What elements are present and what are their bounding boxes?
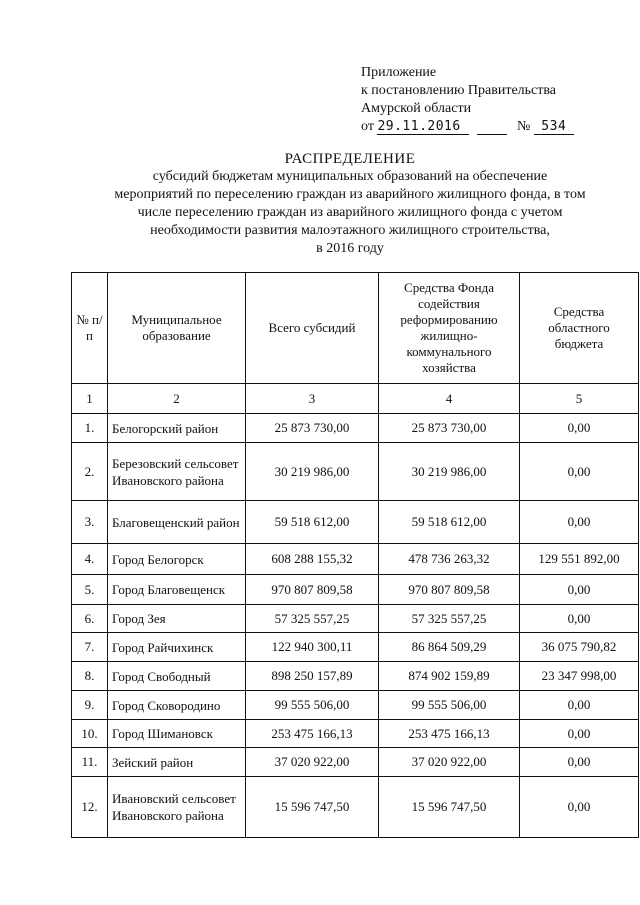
- header-regional: Средства областного бюджета: [520, 273, 639, 384]
- resolution-label: к постановлению Правительства: [361, 83, 557, 98]
- row-number: 1.: [72, 414, 108, 443]
- fund-value: 30 219 986,00: [379, 443, 520, 501]
- header-total: Всего субсидий: [246, 273, 379, 384]
- regional-value: 0,00: [520, 748, 639, 777]
- row-number: 6.: [72, 605, 108, 633]
- municipality-name: Город Свободный: [108, 662, 246, 691]
- table-row: [72, 691, 639, 720]
- total-value: 57 325 557,25: [246, 605, 379, 633]
- title-heading: РАСПРЕДЕЛЕНИЕ: [284, 151, 416, 167]
- approval-stamp: [361, 64, 574, 136]
- subsidy-table: [71, 272, 639, 838]
- row-number: 3.: [72, 501, 108, 544]
- region-label: Амурской области: [361, 101, 472, 116]
- total-value: 37 020 922,00: [246, 748, 379, 777]
- row-number: 8.: [72, 662, 108, 691]
- header-fund: Средства Фонда содействия реформированию жилищно-коммунального хозяйства: [379, 273, 520, 384]
- municipality-name: Город Сковородино: [108, 691, 246, 720]
- column-number-row: [72, 384, 639, 414]
- total-value: 253 475 166,13: [246, 720, 379, 748]
- date-prefix: от: [361, 119, 374, 134]
- total-value: 15 596 747,50: [246, 777, 379, 838]
- fund-value: 970 807 809,58: [379, 575, 520, 605]
- fund-value: 15 596 747,50: [379, 777, 520, 838]
- table-header-row: [72, 273, 639, 384]
- municipality-name: Город Райчихинск: [108, 633, 246, 662]
- row-number: 9.: [72, 691, 108, 720]
- total-value: 608 288 155,32: [246, 544, 379, 575]
- title-line-5: в 2016 году: [316, 241, 384, 256]
- regional-value: 129 551 892,00: [520, 544, 639, 575]
- title-line-3: числе переселению граждан из аварийного жилищного фонда с учетом: [137, 205, 563, 220]
- table-row: [72, 575, 639, 605]
- total-value: 122 940 300,11: [246, 633, 379, 662]
- row-number: 5.: [72, 575, 108, 605]
- fund-value: 874 902 159,89: [379, 662, 520, 691]
- total-value: 99 555 506,00: [246, 691, 379, 720]
- table-row: [72, 662, 639, 691]
- regional-value: 0,00: [520, 720, 639, 748]
- regional-value: 0,00: [520, 691, 639, 720]
- municipality-name: Белогорский район: [108, 414, 246, 443]
- municipality-name: Зейский район: [108, 748, 246, 777]
- column-number: 2: [108, 384, 246, 414]
- regional-value: 0,00: [520, 501, 639, 544]
- table-row: [72, 544, 639, 575]
- municipality-name: Благовещенский район: [108, 501, 246, 544]
- regional-value: 0,00: [520, 575, 639, 605]
- municipality-name: Город Благовещенск: [108, 575, 246, 605]
- fund-value: 59 518 612,00: [379, 501, 520, 544]
- row-number: 4.: [72, 544, 108, 575]
- table-row: [72, 605, 639, 633]
- column-number: 3: [246, 384, 379, 414]
- table-row: [72, 720, 639, 748]
- date-line: [361, 118, 574, 136]
- date-blank: [477, 120, 507, 135]
- regional-value: 0,00: [520, 443, 639, 501]
- row-number: 12.: [72, 777, 108, 838]
- total-value: 25 873 730,00: [246, 414, 379, 443]
- number-prefix: №: [516, 119, 531, 134]
- regional-value: 0,00: [520, 777, 639, 838]
- header-number: № п/п: [72, 273, 108, 384]
- title-line-2: мероприятий по переселению граждан из аварийного жилищного фонда, в том: [114, 187, 586, 202]
- document-title: [60, 150, 640, 258]
- row-number: 7.: [72, 633, 108, 662]
- resolution-number: 534: [534, 120, 574, 135]
- total-value: 30 219 986,00: [246, 443, 379, 501]
- appendix-label: Приложение: [361, 65, 437, 80]
- regional-value: 0,00: [520, 605, 639, 633]
- row-number: 10.: [72, 720, 108, 748]
- municipality-name: Город Шимановск: [108, 720, 246, 748]
- fund-value: 253 475 166,13: [379, 720, 520, 748]
- total-value: 898 250 157,89: [246, 662, 379, 691]
- row-number: 2.: [72, 443, 108, 501]
- table-row: [72, 777, 639, 838]
- header-municipality: Муниципальное образование: [108, 273, 246, 384]
- fund-value: 25 873 730,00: [379, 414, 520, 443]
- column-number: 1: [72, 384, 108, 414]
- title-line-4: необходимости развития малоэтажного жилищного строительства,: [150, 223, 550, 238]
- fund-value: 99 555 506,00: [379, 691, 520, 720]
- total-value: 970 807 809,58: [246, 575, 379, 605]
- resolution-date: 29.11.2016: [377, 120, 469, 135]
- table-row: [72, 501, 639, 544]
- row-number: 11.: [72, 748, 108, 777]
- column-number: 5: [520, 384, 639, 414]
- municipality-name: Город Зея: [108, 605, 246, 633]
- table-row: [72, 633, 639, 662]
- municipality-name: Город Белогорск: [108, 544, 246, 575]
- table-row: [72, 443, 639, 501]
- regional-value: 36 075 790,82: [520, 633, 639, 662]
- column-number: 4: [379, 384, 520, 414]
- title-line-1: субсидий бюджетам муниципальных образований на обеспечение: [152, 169, 548, 184]
- fund-value: 37 020 922,00: [379, 748, 520, 777]
- regional-value: 23 347 998,00: [520, 662, 639, 691]
- fund-value: 86 864 509,29: [379, 633, 520, 662]
- fund-value: 478 736 263,32: [379, 544, 520, 575]
- regional-value: 0,00: [520, 414, 639, 443]
- total-value: 59 518 612,00: [246, 501, 379, 544]
- municipality-name: Березовский сельсовет Ивановского района: [108, 443, 246, 501]
- municipality-name: Ивановский сельсовет Ивановского района: [108, 777, 246, 838]
- table-row: [72, 748, 639, 777]
- table-row: [72, 414, 639, 443]
- fund-value: 57 325 557,25: [379, 605, 520, 633]
